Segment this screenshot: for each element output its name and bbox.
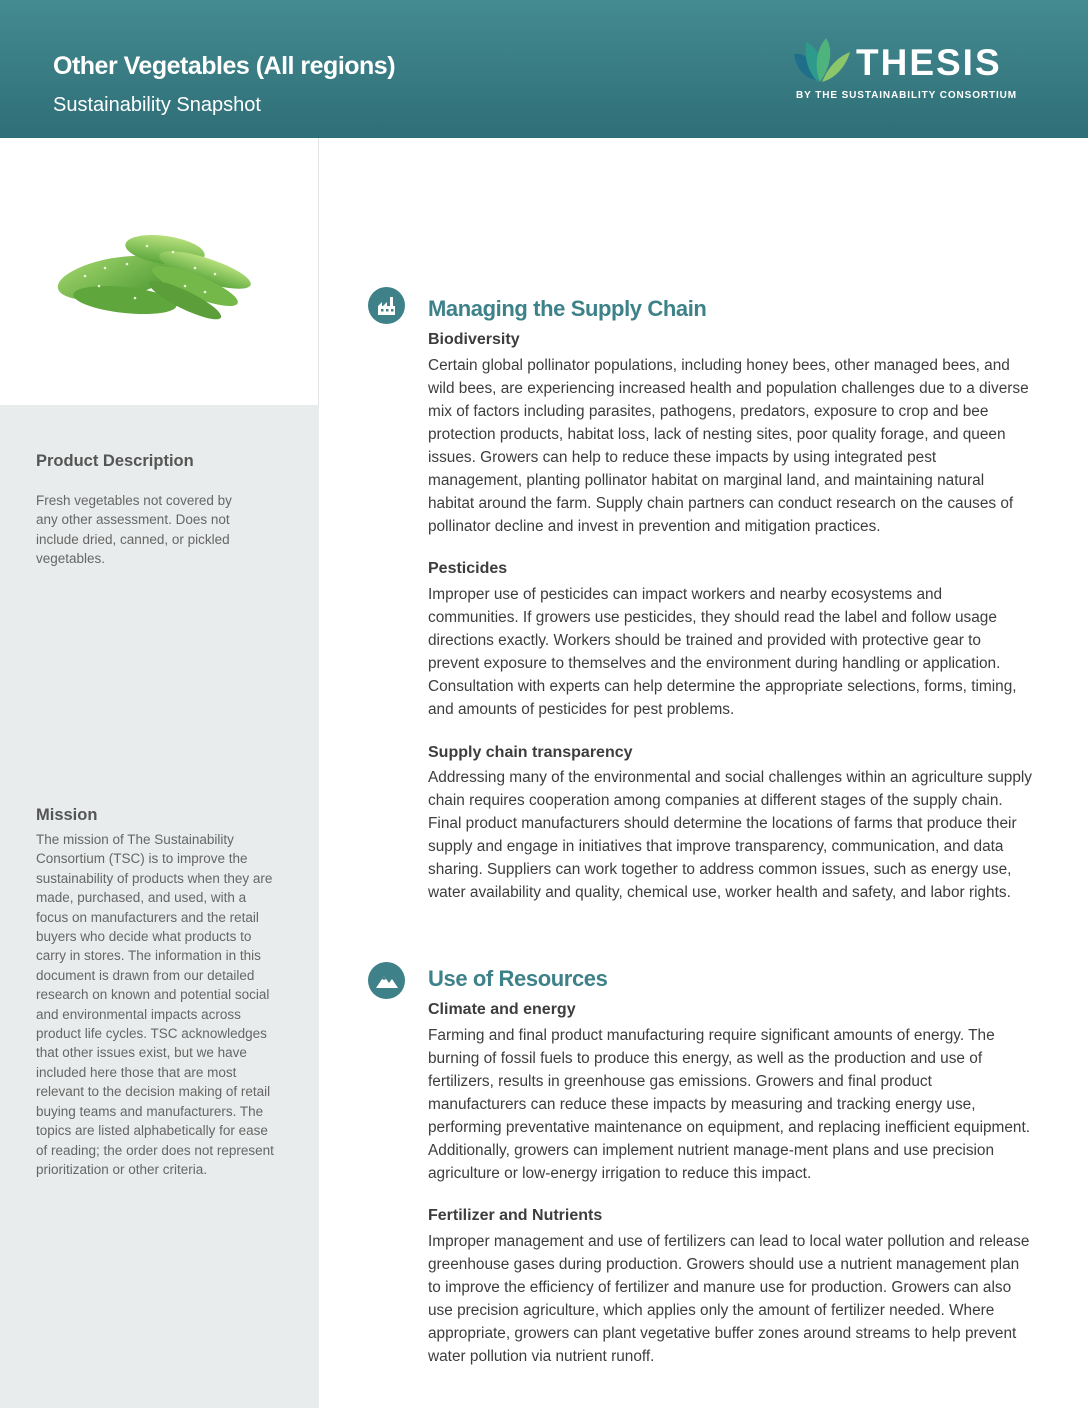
header-banner	[0, 0, 1088, 138]
mission-text: The mission of The Sustainability Consortium (TSC) is to improve the sustainability of products when they are made, purchased, and used, with a focus on manufacturers and the retail buyers who decide what products to carry in stores. The information in this document is drawn from our detailed research on known and potential social and environmental impacts across product life cycles. TSC acknowledges that other issues exist, but we have included here those that are most relevant to the decision making of retail buying teams and manufacturers. The topics are listed alphabetically for ease of reading; the order does not represent prioritization or other criteria.	[36, 832, 274, 1177]
topic-heading-climate-energy: Climate and energy	[428, 1001, 576, 1018]
mission-heading: Mission	[36, 806, 98, 824]
topic-text-biodiversity: Certain global pollinator populations, including honey bees, other managed bees, and wild bees, are experiencing increased health and population challenges due to a diverse mix of factors including parasites, pathogens, predators, exposure to crop and bee protection products, habitat loss, lack of nesting sites, poor quality forage, and queen issues. Growers can help to reduce these impacts by using integrated pest management, planting pollinator habitat on marginal land, and maintaining natural habitat around the farm. Supply chain partners can conduct research on the causes of pollinator decline and invest in prevention and mitigation practices.	[428, 357, 1029, 535]
factory-icon	[368, 287, 405, 324]
section-title-supply-chain: Managing the Supply Chain	[428, 296, 707, 321]
logo-wordmark: THESIS	[856, 42, 1002, 83]
vertical-divider	[318, 138, 319, 405]
topic-text-climate-energy: Farming and final product manufacturing require significant amounts of energy. The burning of fossil fuels to produce this energy, as well as the production and use of fertilizers, results in greenhouse gas emissions. Growers and final product manufacturers can reduce these impacts by measuring and tracking energy use, performing preventative maintenance on equipment, and replacing inefficient equipment. Additionally, growers can implement nutrient manage-ment plans and use precision agriculture or low-energy irrigation to reduce this impact.	[428, 1027, 1031, 1182]
cactus-pads-image	[55, 228, 255, 320]
topic-heading-biodiversity: Biodiversity	[428, 331, 520, 348]
product-description-text: Fresh vegetables not covered by any other assessment. Does not include dried, canned, or pickled vegetables.	[36, 493, 232, 567]
topic-text-supply-chain-transparency: Addressing many of the environmental and social challenges within an agriculture supply chain requires cooperation among companies at different stages of the supply chain. Final product manufacturers should determine the locations of farms that produce their supply and engage in initiatives that improve transparency, communication, and data sharing. Suppliers can work together to address common issues, such as energy use, water availability and quality, chemical use, worker health and safety, and labor rights.	[428, 769, 1032, 901]
topic-heading-pesticides: Pesticides	[428, 560, 508, 577]
page-subtitle: Sustainability Snapshot	[53, 94, 261, 116]
topic-heading-supply-chain-transparency: Supply chain transparency	[428, 744, 633, 761]
topic-text-fertilizer-nutrients: Improper management and use of fertilizers can lead to local water pollution and release greenhouse gases during production. Growers should use a nutrient management plan to improve the efficiency of fertilizer and manure use for production. Growers can also use precision agriculture, which applies only the amount of fertilizer needed. Where appropriate, growers can plant vegetative buffer zones around streams to help prevent water pollution via nutrient runoff.	[428, 1233, 1030, 1365]
logo-tagline: BY THE SUSTAINABILITY CONSORTIUM	[796, 90, 1018, 101]
section-title-use-of-resources: Use of Resources	[428, 966, 608, 991]
product-description-heading: Product Description	[36, 452, 194, 470]
leaf-logo-icon	[790, 36, 854, 86]
page-title: Other Vegetables (All regions)	[53, 52, 396, 80]
thesis-logo	[790, 36, 1030, 106]
topic-heading-fertilizer-nutrients: Fertilizer and Nutrients	[428, 1207, 603, 1224]
mountain-icon	[368, 962, 405, 999]
topic-text-pesticides: Improper use of pesticides can impact workers and nearby ecosystems and communities. If growers use pesticides, they should read the label and follow usage directions exactly. Workers should be trained and provided with protective gear to prevent exposure to themselves and the environment during handling or application. Consultation with experts can help determine the appropriate selections, forms, timing, and amounts of pesticides for pest problems.	[428, 586, 1017, 718]
